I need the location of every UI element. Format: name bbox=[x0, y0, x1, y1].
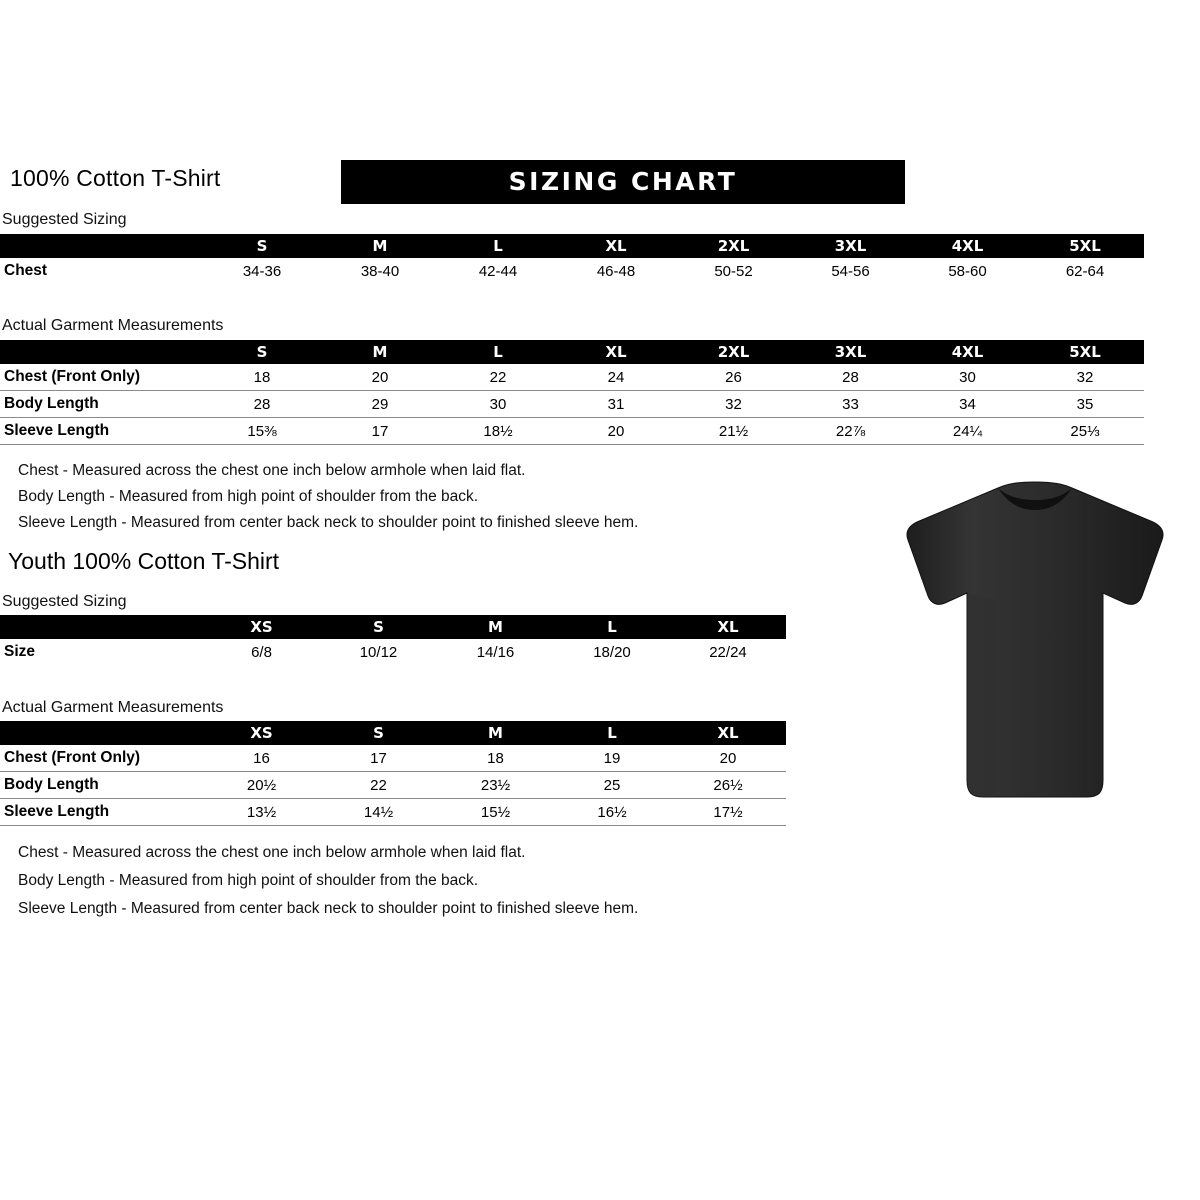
black-tshirt-icon bbox=[895, 480, 1175, 810]
youth-suggested-sizing-table bbox=[0, 615, 786, 665]
header-cell: 4XL bbox=[951, 237, 984, 255]
table-header-row bbox=[0, 340, 1144, 364]
table-cell: 50-52 bbox=[714, 262, 753, 280]
header-cell: S bbox=[256, 343, 268, 361]
table-cell: 28 bbox=[253, 395, 271, 413]
row-label: Body Length bbox=[4, 395, 99, 412]
table-cell: 25 bbox=[603, 776, 621, 794]
table-cell: 14/16 bbox=[476, 643, 515, 661]
adult-section-title: 100% Cotton T-Shirt bbox=[10, 165, 221, 191]
table-cell: 35 bbox=[1076, 395, 1094, 413]
row-label: Chest bbox=[4, 262, 48, 279]
table-cell: 38-40 bbox=[360, 262, 400, 280]
row-label: Sleeve Length bbox=[4, 422, 110, 439]
table-cell: 26½ bbox=[713, 776, 743, 794]
header-cell: 5XL bbox=[1069, 343, 1101, 361]
table-cell: 15½ bbox=[480, 803, 511, 821]
header-cell: S bbox=[256, 237, 268, 255]
youth-actual-measurements-table bbox=[0, 721, 786, 826]
sizing-chart-banner bbox=[341, 160, 905, 204]
adult-note-sleeve-length: Sleeve Length - Measured from center back neck to shoulder point to finished sleeve hem. bbox=[18, 514, 639, 531]
table-cell: 17 bbox=[371, 422, 389, 440]
table-cell: 32 bbox=[1076, 368, 1094, 386]
header-cell: XL bbox=[605, 343, 627, 361]
table-cell: 17½ bbox=[713, 803, 743, 821]
header-cell: 3XL bbox=[834, 237, 867, 255]
table-cell: 34-36 bbox=[242, 262, 282, 280]
table-cell: 30 bbox=[959, 368, 976, 386]
table-row bbox=[0, 799, 786, 826]
header-cell: M bbox=[372, 237, 388, 255]
header-cell: 2XL bbox=[717, 343, 750, 361]
table-header-row bbox=[0, 721, 786, 745]
table-cell: 14½ bbox=[363, 803, 394, 821]
table-cell: 6/8 bbox=[251, 643, 272, 661]
table-cell: 16 bbox=[253, 749, 270, 767]
table-header-row bbox=[0, 615, 786, 639]
header-cell: L bbox=[493, 237, 503, 255]
header-cell-blank bbox=[0, 340, 203, 364]
table-row bbox=[0, 639, 786, 665]
header-cell: M bbox=[488, 618, 503, 636]
table-cell: 46-48 bbox=[596, 262, 636, 280]
youth-note-sleeve-length: Sleeve Length - Measured from center back neck to shoulder point to finished sleeve hem. bbox=[18, 900, 639, 917]
header-cell: L bbox=[607, 618, 617, 636]
table-cell: 18 bbox=[487, 749, 504, 767]
row-label: Chest (Front Only) bbox=[4, 368, 141, 385]
header-cell: L bbox=[607, 724, 617, 742]
table-cell: 42-44 bbox=[478, 262, 518, 280]
header-cell: XS bbox=[250, 618, 273, 636]
table-cell: 24 bbox=[607, 368, 625, 386]
header-cell: S bbox=[373, 724, 384, 742]
table-cell: 31 bbox=[607, 395, 625, 413]
header-cell: 2XL bbox=[717, 237, 750, 255]
adult-suggested-sizing-label: Suggested Sizing bbox=[2, 211, 127, 228]
youth-suggested-sizing-label: Suggested Sizing bbox=[2, 593, 127, 610]
table-cell: 20 bbox=[371, 368, 389, 386]
header-cell: XS bbox=[250, 724, 273, 742]
table-cell: 22/24 bbox=[709, 643, 747, 661]
header-cell-blank bbox=[0, 721, 203, 745]
header-cell: 3XL bbox=[834, 343, 867, 361]
table-cell: 19 bbox=[603, 749, 621, 767]
table-cell: 10/12 bbox=[359, 643, 398, 661]
table-cell: 20½ bbox=[246, 776, 277, 794]
table-cell: 15⅜ bbox=[247, 422, 277, 440]
table-cell: 22⅞ bbox=[835, 422, 866, 440]
table-cell: 30 bbox=[489, 395, 507, 413]
table-cell: 16½ bbox=[597, 803, 627, 821]
header-cell: M bbox=[488, 724, 503, 742]
table-row bbox=[0, 258, 1144, 284]
youth-note-chest: Chest - Measured across the chest one inch below armhole when laid flat. bbox=[18, 844, 526, 861]
table-row bbox=[0, 418, 1144, 445]
table-cell: 24¼ bbox=[952, 422, 983, 440]
header-cell: 4XL bbox=[951, 343, 984, 361]
adult-note-chest: Chest - Measured across the chest one inch below armhole when laid flat. bbox=[18, 462, 526, 479]
table-row bbox=[0, 772, 786, 799]
table-cell: 34 bbox=[959, 395, 976, 413]
header-cell: XL bbox=[717, 724, 739, 742]
header-cell: L bbox=[493, 343, 503, 361]
table-header-row bbox=[0, 234, 1144, 258]
table-cell: 18/20 bbox=[593, 643, 631, 661]
youth-actual-measurements-label: Actual Garment Measurements bbox=[2, 699, 224, 716]
table-cell: 29 bbox=[371, 395, 389, 413]
table-cell: 22 bbox=[370, 776, 387, 794]
row-label: Chest (Front Only) bbox=[4, 749, 141, 766]
table-cell: 18½ bbox=[483, 422, 513, 440]
table-cell: 22 bbox=[489, 368, 507, 386]
table-cell: 62-64 bbox=[1065, 262, 1105, 280]
table-row bbox=[0, 364, 1144, 391]
row-label: Size bbox=[4, 643, 36, 660]
table-cell: 54-56 bbox=[831, 262, 870, 280]
table-cell: 33 bbox=[842, 395, 859, 413]
table-row bbox=[0, 745, 786, 772]
adult-actual-measurements-table bbox=[0, 340, 1144, 445]
youth-section-title: Youth 100% Cotton T-Shirt bbox=[8, 548, 280, 574]
table-cell: 32 bbox=[725, 395, 742, 413]
row-label: Sleeve Length bbox=[4, 803, 110, 820]
table-cell: 13½ bbox=[246, 803, 277, 821]
table-cell: 21½ bbox=[718, 422, 749, 440]
table-cell: 26 bbox=[725, 368, 742, 386]
header-cell: S bbox=[373, 618, 384, 636]
header-cell: XL bbox=[605, 237, 627, 255]
table-cell: 17 bbox=[370, 749, 387, 767]
table-cell: 25⅓ bbox=[1070, 422, 1100, 440]
table-cell: 28 bbox=[842, 368, 859, 386]
header-cell: XL bbox=[717, 618, 739, 636]
row-label: Body Length bbox=[4, 776, 99, 793]
header-cell: M bbox=[372, 343, 388, 361]
table-cell: 58-60 bbox=[948, 262, 987, 280]
adult-suggested-sizing-table bbox=[0, 234, 1144, 284]
table-cell: 18 bbox=[253, 368, 271, 386]
youth-note-body-length: Body Length - Measured from high point of shoulder from the back. bbox=[18, 872, 479, 889]
table-cell: 23½ bbox=[480, 776, 511, 794]
tshirt-product-image bbox=[895, 480, 1175, 810]
table-cell: 20 bbox=[607, 422, 625, 440]
adult-note-body-length: Body Length - Measured from high point of shoulder from the back. bbox=[18, 488, 479, 505]
header-cell-blank bbox=[0, 234, 203, 258]
header-cell-blank bbox=[0, 615, 203, 639]
header-cell: 5XL bbox=[1069, 237, 1101, 255]
sizing-chart-banner-label: SIZING CHART bbox=[508, 167, 738, 196]
adult-actual-measurements-label: Actual Garment Measurements bbox=[2, 317, 224, 334]
table-row bbox=[0, 391, 1144, 418]
table-cell: 20 bbox=[719, 749, 737, 767]
